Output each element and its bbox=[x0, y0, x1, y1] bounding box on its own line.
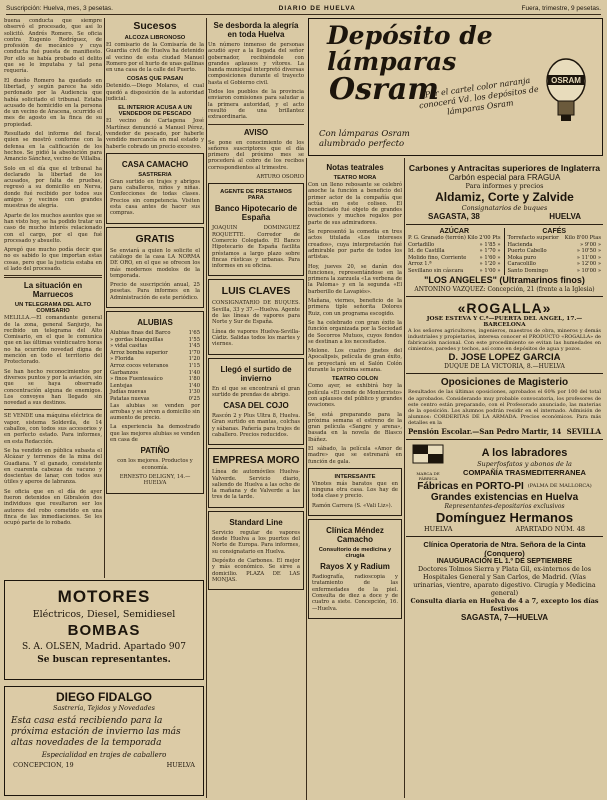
col4-paragraph: Melone. Los cuatro jinetes del Apocalipsis, película de gran éxito, se proyectará en el Salón Colón durante la próxima semana. bbox=[308, 348, 402, 374]
ad-text: Precio de suscripción anual, 25 pesetas. Para informes en la Administración de este periódico. bbox=[110, 282, 200, 301]
price-value: 1'20 bbox=[188, 356, 200, 363]
price-row bbox=[408, 248, 501, 255]
ad-address: S. A. OLSEN, Madrid. Apartado 907 bbox=[21, 642, 187, 652]
ad-text: Línea de automóviles Huelva-Valverde. Servicio diario, saliendo de Huelva a las ocho de la mañana y de Valverde a las tres de la tarde. bbox=[212, 469, 300, 501]
ad-subtitle: Consultorio de medicina y cirugía bbox=[318, 547, 392, 560]
ad-address: ANTONINO VAZQUEZ: Concepción, 21 (frente a la Iglesia) bbox=[414, 285, 595, 293]
price-item: Sevillano sin cáscara bbox=[408, 267, 464, 274]
ad-title: EMPRESA MORO bbox=[212, 454, 300, 467]
price-row bbox=[508, 255, 602, 262]
price-row bbox=[408, 235, 501, 242]
ad-brand: CASA DEL COJO bbox=[223, 401, 289, 411]
ad-title: «ROGALLA» bbox=[457, 299, 552, 316]
ad-brand: Rayos X y Radium bbox=[320, 562, 390, 572]
ad-carbones bbox=[406, 160, 603, 225]
ad-text: Gran surtido en trajes y abrigos para caballeros, niños y niñas. Confecciones de todas clases. Precios sin competencia. Visiten esta casa antes de hacer sus compras. bbox=[110, 178, 200, 217]
price-row bbox=[110, 396, 200, 403]
price-row bbox=[110, 330, 200, 337]
ad-title: ALUBIAS bbox=[137, 318, 173, 328]
col2-paragraph: El comisario de la Comisaría de la Guardia civil de Huelva ha detenido al vecino de esta ciudad Manuel Romero por el hurto de unas gallinas en una casa de la calle del Puerto. bbox=[106, 42, 204, 74]
subheadline: TEATRO MORA bbox=[333, 175, 377, 181]
ad-subtitle: Superfosfatos y abonos de la bbox=[477, 459, 572, 468]
price-row bbox=[508, 235, 602, 242]
price-value: 0'25 bbox=[188, 395, 200, 402]
ad-title: Oposiciones de Magisterio bbox=[440, 377, 569, 389]
ad-subtitle: Representantes-depositarios exclusivos bbox=[444, 502, 565, 510]
price-value: » 10'00 » bbox=[576, 267, 601, 274]
col1-paragraph: El dueño Romero ha quedado en libertad, y según parece ha sido perdonado por la Audiencia que había solicitado el tribunal. Estaba acusado de homicidio en la persona de un vecino de Aracena, ocurrido el mes de agosto en la finca de su propiedad. bbox=[4, 77, 102, 128]
ad-text: En el que se encontrará el gran surtido de prendas de abrigo. bbox=[212, 385, 300, 398]
col4-paragraph: Con un lleno rebosante se celebró anoche la función a beneficio del primer actor de la compañía que actúa en este coliseo. El beneficiado fué objeto de grandes ovaciones y muchos regalos por parte de sus admiradores. bbox=[308, 182, 402, 226]
ad-text: Rascón 2 y Plus Ultra 8, Huelva. Gran surtido en mantas, colchas y sábanas. Pañería para trajes de caballero. Precios reducidos. bbox=[212, 413, 300, 438]
col4-paragraph: Se está preparando para la próxima semana el estreno de la gran película «Sangre y arena», basada en la novela de Blasco Ibáñez. bbox=[308, 411, 402, 443]
ad-brand: Pensión Escolar.—San Pedro Martir, 14 bbox=[408, 426, 562, 436]
col2-paragraph: Detenido.—Diego Molares, el cual quedó a disposición de la autoridad judicial. bbox=[106, 83, 204, 103]
header-right: Fuera, trimestre, 9 pesetas. bbox=[521, 5, 601, 12]
col1-paragraph: MELILLA.—El comandante general de la zona, general Sanjurjo, ha recibido un telegrama del Alto Comisario, en el que le comunica que en las últimas veinticuatro horas no ha ocurrido novedad digna de mención en todo el territorio del Protectorado. bbox=[4, 315, 102, 366]
price-row bbox=[508, 268, 602, 275]
price-value: 1'80 bbox=[188, 376, 200, 383]
osram-footer-line: alumbrado perfecto bbox=[319, 139, 405, 149]
price-row bbox=[408, 242, 501, 249]
ad-oposiciones bbox=[406, 374, 603, 439]
ad-subtitle: Consignatarios de buques bbox=[461, 204, 548, 212]
lightbulb-icon bbox=[544, 57, 588, 127]
price-item: Molido fino, Corriente bbox=[408, 254, 467, 261]
price-item: Arroz cocos veteranos bbox=[110, 362, 169, 369]
ad-text: Se enviará a quien lo solicite el catálogo de la casa LA NORMA DE ORO, en el que se ofrecen los más modernos modelos de la temporada. bbox=[110, 247, 200, 279]
ad-text: Vinotes más baratos que en ninguna otra casa. Los hay de toda clase y precio. bbox=[312, 480, 398, 500]
ad-luis-claves bbox=[208, 279, 304, 354]
price-row bbox=[408, 261, 501, 268]
flag-icon bbox=[411, 443, 445, 467]
ad-title: GRATIS bbox=[135, 232, 175, 245]
headline-sucesos: Sucesos bbox=[133, 20, 177, 32]
ad-subtitle: Carbón especial para FRAGUA bbox=[448, 173, 561, 182]
ad-ultramarinos bbox=[406, 225, 603, 297]
ad-title: Clínica Méndez Camacho bbox=[326, 526, 384, 545]
ad-text: Se buscan representantes. bbox=[37, 655, 171, 665]
ad-factory: Fábricas en PORTO-PI bbox=[417, 480, 524, 492]
price-value: » 9'00 » bbox=[580, 241, 601, 248]
price-value: » 1'70 » bbox=[479, 248, 501, 255]
ad-text: Resultados de las últimas oposiciones, aprobados el 60% por 100 del total de aprobados. Considerando muy probable convocatoria, los profesores de este centro están preparando, con el Profesorado anunciado, las materias de la oposición. Los alumnos podrán residir en el internado. Admisión de alumnos: CORDERITAS DE LA ARMADA. Precios económicos. Para más detalles en la bbox=[408, 389, 601, 427]
ad-text: JOAQUIN DOMINGUEZ ROQUETTE. Corredor de Comercio Colegiado. El Banco Hipotecario de España facilita préstamos a largo plazo sobre fincas rústicas y urbanas. Para informes en su oficina. bbox=[212, 225, 300, 270]
price-header: CAFÉS bbox=[542, 228, 567, 235]
col1-paragraph: Solo en el día que el tribunal ha declarado la libertad de los acusados, por falta de pruebas, regresó a su domicilio en Nerva, donde fué recibido por todos sus amigos y vecinos con grandes muestras de alegría. bbox=[4, 165, 102, 210]
price-value: » 12'00 » bbox=[576, 261, 601, 268]
subheadline: COSAS QUE PASAN bbox=[126, 76, 184, 83]
ad-text: Servicio regular de vapores desde Huelva a los puertos del Norte de Europa. Para informes, su consignatario en Huelva. bbox=[212, 529, 300, 555]
subheadline: TEATRO COLON bbox=[332, 376, 378, 383]
ad-motores bbox=[4, 580, 204, 680]
price-value: 1'45 bbox=[188, 343, 200, 350]
ad-subtitle: Eléctricos, Diesel, Semidiesel bbox=[32, 609, 176, 620]
ad-casa-del-cojo bbox=[208, 358, 304, 446]
bulb-label: OSRAM bbox=[551, 76, 581, 85]
ad-brand: D. JOSE LOPEZ GARCIA bbox=[448, 352, 561, 364]
price-value: Kilo 8'00 Ptas bbox=[564, 235, 601, 241]
price-value: 1'30 bbox=[188, 389, 200, 396]
ad-text: CONSIGNATARIO DE BUQUES. Sevilla, 33 y 37.—Huelva. Agente de las líneas de vapores para Norte y Sur de España. bbox=[212, 300, 300, 326]
ad-alubias bbox=[106, 311, 204, 494]
ad-address: SAGASTA, 7—HUELVA bbox=[460, 612, 549, 622]
headline-aviso: AVISO bbox=[243, 127, 269, 137]
col1-paragraph: Se han hecho reconocimientos por diversos puntos y por la aviación, sin que se haya observado concentración alguna de enemigos. Los convoyes han llegado sin novedad a sus destinos. bbox=[4, 368, 102, 407]
price-item: Lentejas bbox=[110, 382, 133, 389]
price-value: 1'70 bbox=[188, 349, 200, 356]
ad-osram bbox=[308, 18, 603, 156]
price-value: 1'55 bbox=[188, 336, 200, 343]
ad-fidalgo bbox=[4, 686, 204, 796]
ad-factory-place: (PALMA DE MALLORCA) bbox=[527, 483, 592, 490]
ad-subtitle: Sastrería, Tejidos y Novedades bbox=[53, 704, 155, 712]
ad-company: COMPAÑÍA TRASMEDITERRANEA bbox=[463, 467, 586, 477]
ad-text: La experiencia ha demostrado que las mejores alubias se venden en casa de bbox=[110, 424, 200, 444]
header-masthead: DIARIO DE HUELVA bbox=[278, 5, 356, 12]
ad-city: HUELVA bbox=[424, 524, 453, 533]
ad-subtitle: JOSE ESTEVA Y C.ª—PUERTA DEL ANGEL, 17.—BARCELONA bbox=[426, 315, 583, 328]
ad-banco-hipotecario bbox=[208, 183, 304, 276]
ad-brand: Aldamiz, Corte y Zalvide bbox=[435, 190, 574, 204]
osram-title: Depósito de lámparas bbox=[327, 21, 493, 76]
price-row bbox=[508, 242, 602, 249]
col3-paragraph: Un número inmenso de personas acudió ayer a la llegada del señor gobernador, recibiéndole con grandes aplausos y vítores. La banda municipal interpretó diversas composiciones durante el trayecto hasta el Gobierno civil. bbox=[208, 42, 304, 86]
ad-gratis bbox=[106, 227, 204, 308]
price-item: Puerto Cabello bbox=[507, 248, 547, 255]
col1-paragraph: Resultado del informe del fiscal, quien se mostró conforme con la defensa en la calificación de los hechos. Se pidió la absolución para Amancio Sánchez, vecino de Villalba. bbox=[4, 131, 102, 163]
ad-city: SEVILLA bbox=[566, 426, 601, 436]
trademark-label: MARCA DE FÁBRICA bbox=[416, 470, 440, 481]
ad-text: Depósito de Carbones. El mejor y más económico. Se sirve a domicilio. PLAZA DE LAS MONJAS. bbox=[212, 557, 300, 583]
ad-text: Ramón Carrera (S. «Vali Liz»). bbox=[312, 502, 393, 509]
ad-speciality: Especialidad en trajes de caballero bbox=[41, 751, 167, 759]
price-row bbox=[110, 343, 200, 350]
ad-title: LUIS CLAVES bbox=[221, 285, 291, 298]
price-item: » vidal casitas bbox=[110, 343, 148, 350]
price-row bbox=[508, 248, 602, 255]
col1-paragraph: Apregó que mucho podía decir que no es sabido lo que importan estas cosas, pero que la justicia estaba en el lado del procesado. bbox=[4, 247, 102, 272]
price-row bbox=[110, 350, 200, 357]
price-item: » Florida bbox=[110, 356, 134, 363]
price-item: Moka puro bbox=[507, 254, 537, 261]
price-list-azucar bbox=[408, 235, 501, 275]
price-list bbox=[110, 330, 200, 403]
col4-paragraph: Mañana, viernes, beneficio de la primera tiple señorita Dolores Ruiz, con un programa escogido. bbox=[308, 298, 402, 317]
price-value: » 10'50 » bbox=[576, 248, 601, 255]
price-list-cafes bbox=[508, 235, 602, 275]
ad-city: HUELVA bbox=[549, 212, 581, 221]
ad-standard-line bbox=[208, 511, 304, 590]
price-item: Id. de Castilla bbox=[408, 248, 445, 255]
ad-empresa-moro bbox=[208, 448, 304, 507]
ad-text: A los señores agricultores, ingenieros, maestros de obra, mineros y demás industriales y propietarios, interesa conocer el PRODUCTO «ROGALLA» de fabricación nacional. Con este procedimiento se evitan las humedades en cimientos, paredes y techos, así como en depósitos de agua y pozos. bbox=[408, 327, 601, 353]
subheadline: UN TELEGRAMA DEL ALTO COMISARIO bbox=[14, 302, 92, 315]
price-value: » 1'85 » bbox=[479, 241, 501, 248]
col4-paragraph: Como ayer, se exhibirá hoy la película «El conde de Montecristo» con aplausos del público y grandes ovaciones. bbox=[308, 383, 402, 409]
price-value: » 1'00 » bbox=[479, 267, 501, 274]
ad-brand: Domínguez Hermanos bbox=[435, 509, 574, 525]
price-header: AZÚCAR bbox=[439, 228, 470, 235]
price-item: » gordas blanquillas bbox=[110, 336, 164, 343]
col3-signature: ARTURO OSORIO bbox=[256, 174, 304, 181]
ad-title: CASA CAMACHO bbox=[121, 159, 189, 169]
price-item: Judías nuevas bbox=[110, 389, 147, 396]
header-left: Suscripción: Huelva, mes, 3 pesetas. bbox=[6, 5, 113, 12]
ad-subtitle: INAUGURACIÓN EL 1.º DE SEPTIEMBRE bbox=[436, 557, 573, 565]
ad-text: Doctores Tolmos Sierra y Plata Gil, ex-internos de los Hospitales General y San Carlos, de Madrid. (Vías urinarias, vientre, aparato digestivo. Cirugía y Medicina general) bbox=[413, 564, 596, 597]
ad-brand: "LOS ANGELES" (Ultramarinos finos) bbox=[424, 274, 585, 285]
ad-subtitle: Para informes y precios bbox=[465, 182, 544, 190]
ad-casa-camacho bbox=[106, 153, 204, 224]
ad-rogalla bbox=[406, 297, 603, 375]
price-row bbox=[110, 363, 200, 370]
price-row bbox=[408, 268, 501, 275]
ad-clinica-mendez bbox=[308, 519, 402, 619]
ad-labradores bbox=[406, 440, 603, 537]
price-row bbox=[110, 376, 200, 383]
ad-subtitle: AGENTE DE PRESTAMOS PARA bbox=[220, 189, 292, 202]
subheadline: ALCOZA LIBRONOSO bbox=[124, 35, 186, 41]
price-row bbox=[408, 255, 501, 262]
price-item: Torrefacto superior bbox=[507, 235, 559, 241]
price-item: Cortadillo bbox=[408, 241, 435, 248]
ad-subtitle: SASTRERIA bbox=[138, 171, 172, 178]
column-2 bbox=[106, 18, 204, 578]
ad-address: SAGASTA, 38 bbox=[428, 212, 480, 221]
ad-address: DUQUE DE LA VICTORIA, 8.—HUELVA bbox=[444, 363, 565, 371]
ad-hours: Consulta diaria en Huelva de 4 a 7, excepto los días festivos bbox=[410, 596, 599, 613]
col1-paragraph: Se oficia que en el día de ayer fueron detenidos en Gibraleón dos individuos que resultaron ser los autores del robo cometido en una finca de las inmediaciones. Se les ocupó parte de lo robado. bbox=[4, 488, 102, 527]
subheadline: EL INTERIOR ACUSA A UN VENDEDOR DE PESCADO bbox=[118, 105, 192, 118]
ad-stock: Grandes existencias en Huelva bbox=[430, 491, 579, 503]
price-value: » 11'00 » bbox=[576, 254, 601, 261]
classified-ad: SE VENDE una máquina eléctrica de vapor, sistema Soldevila, de 14 caballos, con todos sus accesorios y en perfecto estado. Para informes, en esta Redacción. bbox=[4, 413, 102, 445]
ad-text: Radiografía, radioscopia y tratamiento de las enfermedades de la piel. Consulta de diez a doce y de cuatro a siete. Concepción, 16.—Huelva. bbox=[312, 574, 398, 612]
osram-footer-line: Con lámparas Osram bbox=[319, 129, 410, 139]
col2-paragraph: El vecino de Cartagena José Martínez denunció a Manuel Pérez, vendedor de pescado, por haberle vendido mercancía en mal estado y haberle cobrado un precio excesivo. bbox=[106, 118, 204, 150]
ad-text: Línea de vapores Huelva-Sevilla-Cádiz. Salidas todos los martes y viernes. bbox=[212, 328, 300, 348]
ad-title: Llegó el surtido de invierno bbox=[220, 364, 292, 383]
ad-address: ERNESTO DELIGNY, 14.—HUELVA bbox=[119, 473, 191, 487]
price-item: Alubias finas del Barco bbox=[110, 330, 171, 337]
col3-paragraph: Todos los pueblos de la provincia enviaron comisiones para saludar a la primera autoridad, y el acto resultó de una brillantez extraordinaria. bbox=[208, 89, 304, 121]
page-header bbox=[6, 3, 601, 15]
ad-address: APARTADO NÚM. 48 bbox=[515, 524, 585, 533]
column-3 bbox=[208, 18, 304, 598]
ad-brand: PATIÑO bbox=[140, 446, 170, 456]
ad-city: HUELVA bbox=[166, 761, 195, 769]
price-row bbox=[110, 389, 200, 396]
ad-title: INTERESANTE bbox=[334, 473, 376, 480]
price-item: Hacienda bbox=[507, 241, 533, 248]
col3-paragraph: Se pone en conocimiento de los señores suscriptores que el día primero del próximo mes se procederá al cobro de los recibos correspondientes al trimestre. bbox=[208, 139, 304, 171]
price-item: Arroz bomba superior bbox=[110, 349, 168, 356]
price-item: Garbanzos bbox=[110, 369, 138, 376]
col1-paragraph: Se ha vendido en pública subasta el Alcázar y terrenos de la mina del Guadiana. Y el ganado, consistente en cuarenta cabezas de vacuno y doscientas de lanar, con todos sus útiles y aperos de labranza. bbox=[4, 447, 102, 486]
col4-paragraph: Se representó la comedia en tres actos titulada «Los intereses creados», cuya interpretación fué admirable por parte de todos los artistas. bbox=[308, 229, 402, 261]
price-item: Arroz 1.ª bbox=[408, 261, 432, 268]
col4-paragraph: El sábado, la película «Amor de madre» que se estrenará en función de gala. bbox=[308, 445, 402, 465]
price-item: P. G. Granado (terrón) bbox=[408, 235, 466, 241]
price-value: 1'15 bbox=[188, 362, 200, 369]
price-row bbox=[110, 356, 200, 363]
headline-notas-teatrales: Notas teatrales bbox=[326, 163, 384, 172]
price-value: Kilo 2'00 Pts bbox=[467, 235, 501, 241]
ad-interesante bbox=[308, 468, 402, 516]
col1-paragraph: Aparte de los muchos asuntos que se han visto hoy, se ha podido tratar un caso de mucho interés relacionado con el cargo, por el que fué procesado y absuelto. bbox=[4, 212, 102, 244]
ad-title: MOTORES bbox=[57, 587, 151, 606]
col4-paragraph: Se ha celebrado con gran éxito la función organizada por la Sociedad de Socorros Mutuos, cuyos fondos se destinan a los necesitados. bbox=[308, 319, 402, 345]
column-1 bbox=[4, 18, 102, 580]
ad-title: Clínica Operatoria de Ntra. Señora de la Cinta (Conquero) bbox=[423, 539, 586, 558]
price-item: Caracolillo bbox=[507, 261, 536, 268]
osram-brand: Osram bbox=[329, 72, 440, 107]
ad-title: BOMBAS bbox=[67, 622, 141, 639]
ad-address: CONCEPCION, 19 bbox=[13, 761, 74, 769]
headline-alegria: Se desborda la alegría en toda Huelva bbox=[213, 21, 299, 39]
osram-footer bbox=[319, 129, 410, 149]
col1-paragraph: buena conducta que siempre observó el procesado, que así lo solicitó. Andrés Romero. Se oficia contra Eugenio Rodríguez, de profesión de mecánico y cuya conducta fué puesta de manifiesto. Por ello se había probado el delito que se le imputaba y tal pena requería. bbox=[4, 18, 102, 75]
price-value: 1'40 bbox=[188, 382, 200, 389]
ad-text: Las alubias se venden por arrobas y se sirven a domicilio sin aumento de precio. bbox=[110, 402, 200, 422]
ad-title: DIEGO FIDALGO bbox=[56, 690, 152, 704]
price-value: 1'40 bbox=[188, 369, 200, 376]
price-value: » 1'60 » bbox=[479, 254, 501, 261]
osram-slogan: Por el cartel color naranja conocerá Vd. los depósitos de lámparas Osram bbox=[418, 75, 540, 117]
ad-text: con los mejores. Productos y economía. bbox=[117, 458, 193, 471]
ad-title: Carbones y Antracitas superiores de Inglaterra bbox=[408, 163, 601, 173]
ad-title: Standard Line bbox=[229, 517, 283, 527]
ad-text: Esta casa está recibiendo para la próxima estación de invierno las más altas novedades de la temporada bbox=[11, 716, 181, 748]
price-item: Santo Domingo bbox=[507, 267, 548, 274]
column-4 bbox=[308, 160, 402, 800]
ad-clinica-cinta bbox=[406, 537, 603, 625]
price-item: » finos Fuentesaúco bbox=[110, 376, 163, 383]
price-item: Patatas nuevas bbox=[110, 395, 150, 402]
price-row bbox=[110, 337, 200, 344]
right-ads-column bbox=[406, 160, 603, 796]
ad-title: Banco Hipotecario de España bbox=[214, 204, 298, 223]
price-value: 1'65 bbox=[188, 330, 200, 337]
ad-title: A los labradores bbox=[481, 446, 568, 459]
price-value: » 1'20 » bbox=[479, 261, 501, 268]
price-row bbox=[508, 261, 602, 268]
headline-marruecos: La situación en Marruecos bbox=[23, 281, 83, 300]
col4-paragraph: Hoy, jueves 20, se darán dos funciones, representándose en la primera la zarzuela «La verbena de la Paloma» y en la segunda «El barberillo de Lavapiés». bbox=[308, 263, 402, 295]
